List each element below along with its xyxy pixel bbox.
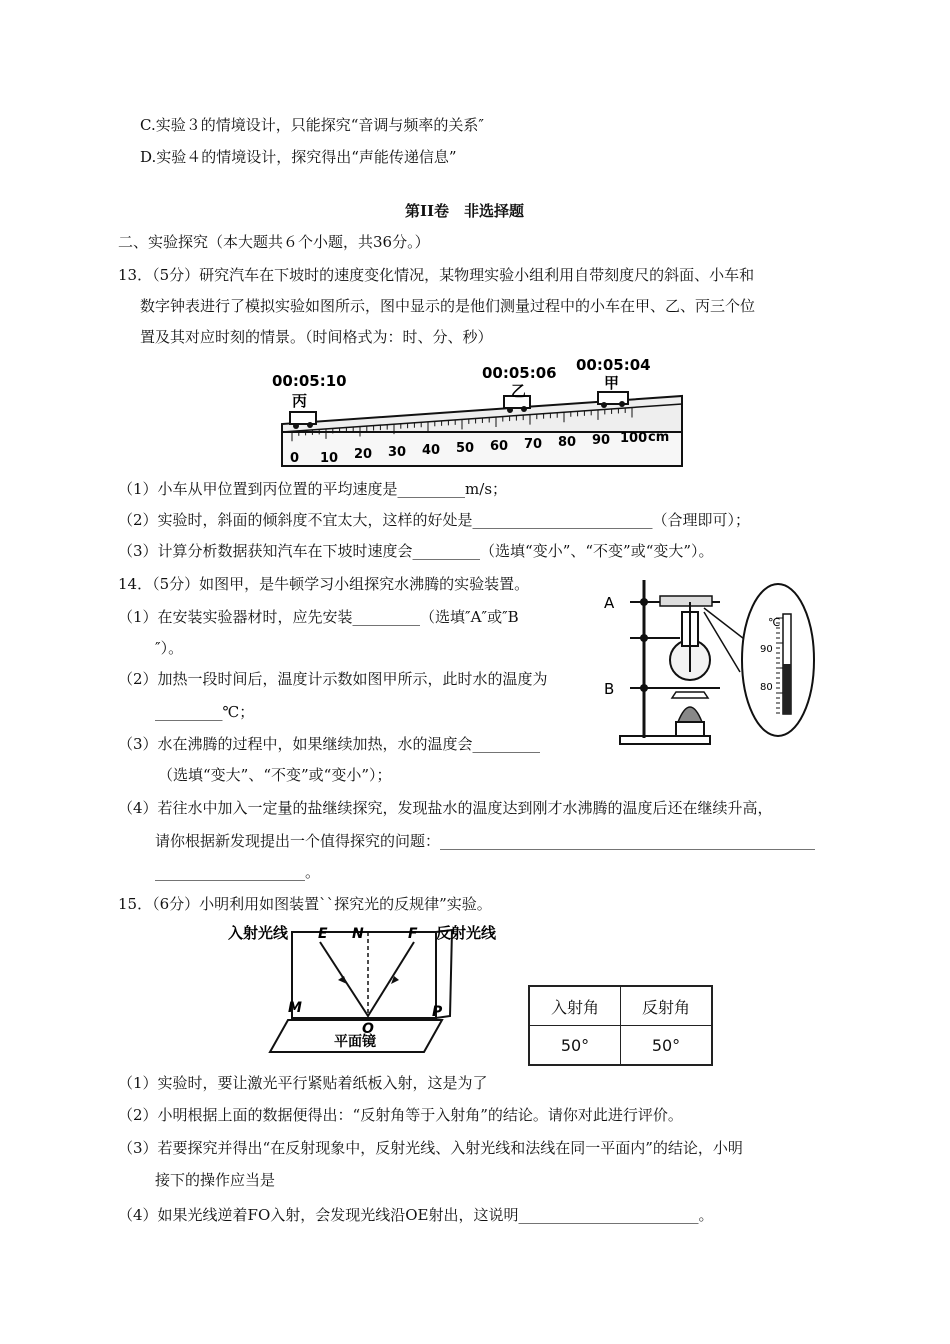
tick-label: 60 <box>490 439 509 454</box>
label-e: E <box>318 926 328 942</box>
q14-part1-line2: ″）。 <box>155 639 184 657</box>
label-a: A <box>604 594 615 612</box>
q14-part4-line1: （4）若往水中加入一定量的盐继续探究，发现盐水的温度达到刚才水沸腾的温度后还在继续升高， <box>118 799 773 817</box>
tick-label: 50 <box>456 441 475 456</box>
label-bing: 丙 <box>292 392 308 410</box>
q14-part4-line2: 请你根据新发现提出一个值得探究的问题：__________________________________________________ <box>155 832 816 850</box>
q13-stem-3: 置及其对应时刻的情景。（时间格式为：时、分、秒） <box>140 328 493 346</box>
tick-label: 70 <box>524 437 543 452</box>
q13-stem-2: 数字钟表进行了模拟实验如图所示，图中显示的是他们测量过程中的小车在甲、乙、丙三个位 <box>140 297 756 315</box>
label-yi: 乙 <box>511 382 527 400</box>
label-m: M <box>288 1000 302 1016</box>
mark-80: 80 <box>760 682 773 693</box>
label-p: P <box>432 1004 443 1020</box>
q13-part2: （2）实验时，斜面的倾斜度不宜太大，这样的好处是________________________（合理即可）； <box>118 511 751 529</box>
table-cell: 50° <box>529 1026 621 1066</box>
q14-part2-line2: _________℃； <box>155 703 255 721</box>
q14-part3-line2: （选填“变大”、“不变”或“变小”）； <box>158 766 392 784</box>
ramp-figure <box>268 352 688 472</box>
q13-stem-1: 13．（5分）研究汽车在下坡时的速度变化情况，某物理实验小组利用自带刻度尺的斜面、小车和 <box>118 266 755 284</box>
q15-part4: （4）如果光线逆着FO入射，会发现光线沿OE射出，这说明________________________。 <box>118 1206 714 1224</box>
table-row <box>529 986 712 1026</box>
label-jia: 甲 <box>604 374 620 392</box>
q15-part2: （2）小明根据上面的数据便得出：“反射角等于入射角”的结论。请你对此进行评价。 <box>118 1106 683 1124</box>
temp-unit: ℃ <box>768 616 781 629</box>
tick-label: 100 <box>620 431 648 446</box>
reflected-label: 反射光线 <box>436 924 497 942</box>
q15-part3-line2: 接下的操作应当是 <box>155 1171 276 1189</box>
section-title: 第II卷 非选择题 <box>405 202 525 220</box>
q14-part4-line3: ____________________。 <box>155 863 321 881</box>
q13-part3: （3）计算分析数据获知汽车在下坡时速度会_________（选填“变小”、“不变”或“变大”）。 <box>118 542 714 560</box>
board-left <box>292 932 436 1018</box>
label-n: N <box>352 926 364 942</box>
q13-part1: （1）小车从甲位置到丙位置的平均速度是_________m/s； <box>118 480 508 498</box>
mercury-column <box>783 664 791 714</box>
tick-label: 40 <box>422 443 441 458</box>
q14-part3-line1: （3）水在沸腾的过程中，如果继续加热，水的温度会_________ <box>118 735 541 753</box>
part-heading: 二、实验探究（本大题共６个小题，共36分。） <box>118 233 430 251</box>
q15-part3-line1: （3）若要探究并得出“在反射现象中，反射光线、入射光线和法线在同一平面内”的结论，小明 <box>118 1139 743 1157</box>
tick-label: 20 <box>354 447 373 462</box>
table-cell: 50° <box>621 1026 713 1066</box>
boiling-figure <box>600 572 830 752</box>
option-c: C.实验３的情境设计，只能探究“音调与频率的关系″ <box>140 116 484 134</box>
angle-table <box>528 985 713 1066</box>
q14-part2-line1: （2）加热一段时间后，温度计示数如图甲所示，此时水的温度为 <box>118 670 548 688</box>
label-b: B <box>604 680 615 698</box>
tick-label: 0 <box>290 451 300 466</box>
table-header: 入射角 <box>529 986 621 1026</box>
tick-label: 80 <box>558 435 577 450</box>
unit-label: cm <box>648 430 670 445</box>
mark-90: 90 <box>760 644 773 655</box>
incident-label: 入射光线 <box>228 924 289 942</box>
tick-label: 30 <box>388 445 407 460</box>
mirror-figure <box>228 920 528 1060</box>
mirror-label: 平面镜 <box>334 1034 376 1050</box>
q14-stem: 14．（5分）如图甲，是牛顿学习小组探究水沸腾的实验装置。 <box>118 575 530 593</box>
option-d: D.实验４的情境设计，探究得出“声能传递信息” <box>140 148 457 166</box>
table-header: 反射角 <box>621 986 713 1026</box>
clock-bing: 00:05:10 <box>272 372 347 390</box>
q15-stem: 15．（6分）小明利用如图装置``探究光的反规律”实验。 <box>118 895 492 913</box>
label-o: O <box>362 1021 374 1037</box>
tick-label: 90 <box>592 433 611 448</box>
q15-part1: （1）实验时，要让激光平行紧贴着纸板入射，这是为了 <box>118 1074 488 1092</box>
clock-yi: 00:05:06 <box>482 364 557 382</box>
burner <box>676 722 704 736</box>
q14-part1-line1: （1）在安装实验器材时，应先安装_________（选填″A″或″B <box>118 608 519 626</box>
clock-jia: 00:05:04 <box>576 356 651 374</box>
burner-flame <box>678 707 702 722</box>
label-f: F <box>408 926 418 942</box>
tick-label: 10 <box>320 451 339 466</box>
stand-base <box>620 736 710 744</box>
table-row <box>529 1026 712 1066</box>
